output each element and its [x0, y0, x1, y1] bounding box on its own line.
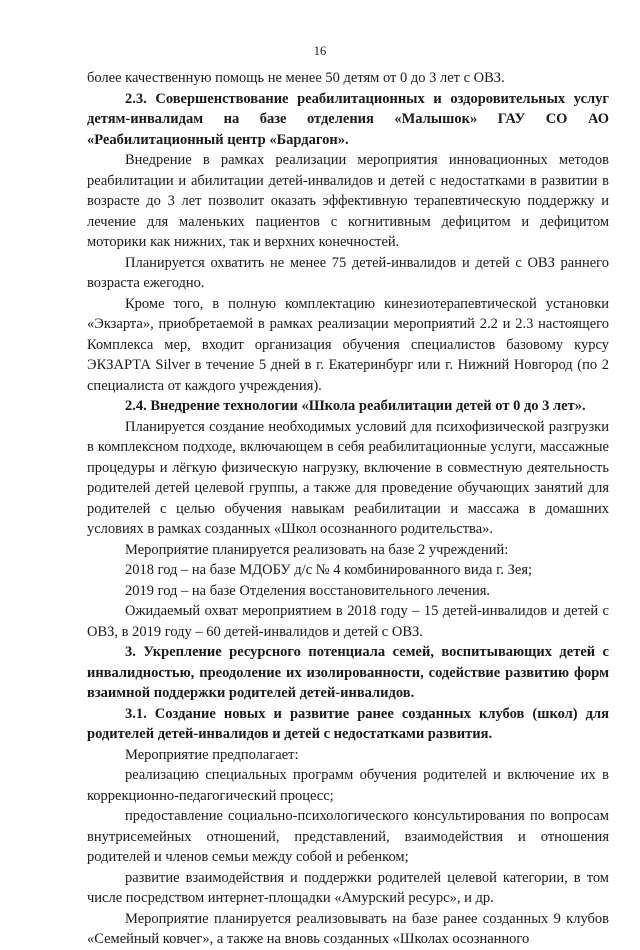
paragraph: Мероприятие планируется реализовать на базе 2 учреждений: — [125, 541, 509, 558]
section-heading-2-3: 2.3. Совершенствование реабилитационных и оздоровительных услуг детям-инвалидам на базе отделения «Малышок» ГАУ СО АО «Реабилитационный центр «Бардагон». — [87, 90, 609, 148]
paragraph: Планируется создание необходимых условий для психофизической разгрузки в комплексном подходе, включающем в себя реабилитационные услуги, массажные процедуры и лёгкую физическую нагрузку, включение в совместную деятельность родителей детей целевой группы, а также для проведение обучающих занятий для родителей с целью обучения навыкам реабилитации и массажа в домашних условиях в рамках созданных «Школ осознанного родительства». — [87, 418, 609, 537]
section-heading-2-4: 2.4. Внедрение технологии «Школа реабилитации детей от 0 до 3 лет». — [125, 398, 586, 414]
list-item: реализацию специальных программ обучения родителей и включение их в коррекционно-педагогический процесс; — [87, 767, 609, 804]
list-item: 2019 год – на базе Отделения восстановительного лечения. — [125, 582, 490, 599]
document-body — [87, 68, 609, 950]
section-heading-3-1: 3.1. Создание новых и развитие ранее созданных клубов (школ) для родителей детей-инвалидов и детей с недостатками развития. — [87, 705, 609, 742]
paragraph: Планируется охватить не менее 75 детей-инвалидов и детей с ОВЗ раннего возраста ежегодно. — [87, 254, 609, 291]
list-item: 2018 год – на базе МДОБУ д/с № 4 комбинированного вида г. Зея; — [125, 562, 533, 578]
list-item: предоставление социально-психологического консультирования по вопросам внутрисемейных отношений, представлений, взаимодействия и отношения родителей и членов семьи между собой и ребенком; — [87, 808, 609, 865]
paragraph: Мероприятие предполагает: — [125, 746, 299, 763]
page-number: 16 — [313, 44, 327, 58]
list-item: развитие взаимодействия и поддержки родителей целевой категории, в том числе посредством интернет-площадки «Амурский ресурс», и др. — [87, 869, 609, 906]
paragraph: Внедрение в рамках реализации мероприятия инновационных методов реабилитации и абилитации детей-инвалидов и детей с недостатками в развитии в возрасте до 3 лет позволит оказать эффективную терапевтическую поддержку и лечение для маленьких пациентов с когнитивным дефицитом и дефицитом моторики как нижних, так и верхних конечностей. — [87, 152, 609, 250]
paragraph: Кроме того, в полную комплектацию кинезиотерапевтической установки «Экзарта», приобретаемой в рамках реализации мероприятий 2.2 и 2.3 настоящего Комплекса мер, входит организация обучения специалистов базовому курсу ЭКЗАРТА Silver в течение 5 дней в г. Екатеринбург или г. Нижний Новгород (по 2 специалиста от каждого учреждения). — [87, 295, 609, 394]
paragraph-continuation: более качественную помощь не менее 50 детям от 0 до 3 лет с ОВЗ. — [87, 70, 505, 86]
paragraph: Мероприятие планируется реализовывать на базе ранее созданных 9 клубов «Семейный ковчег», а также на вновь созданных «Школах осознанного — [87, 910, 609, 947]
paragraph: Ожидаемый охват мероприятием в 2018 году – 15 детей-инвалидов и детей с ОВЗ, в 2019 году – 60 детей-инвалидов и детей с ОВЗ. — [87, 603, 609, 640]
section-heading-3: 3. Укрепление ресурсного потенциала семей, воспитывающих детей с инвалидностью, преодоление их изолированности, содействие развитию форм взаимной поддержки родителей детей-инвалидов. — [87, 644, 609, 701]
